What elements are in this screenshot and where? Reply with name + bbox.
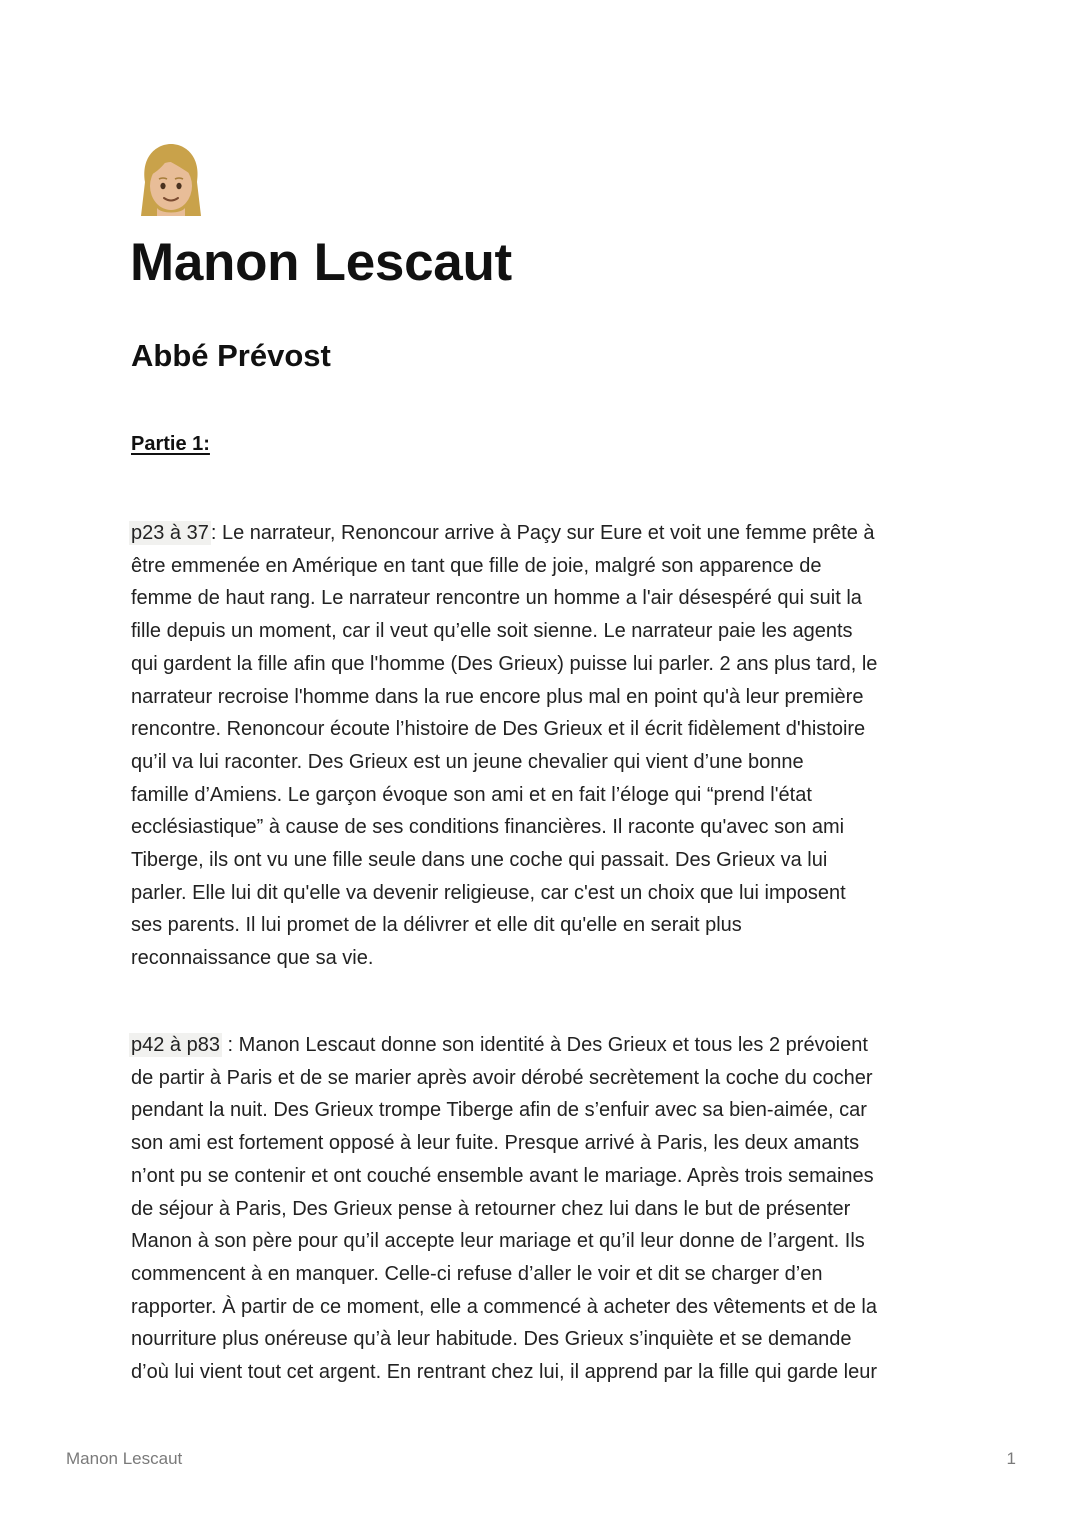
paragraph-line: Tiberge, ils ont vu une fille seule dans une coche qui passait. Des Grieux va lui [131,849,828,872]
paragraph-line: son ami est fortement opposé à leur fuite. Presque arrivé à Paris, les deux amants [131,1132,860,1155]
paragraph-line: rapporter. À partir de ce moment, elle a commencé à acheter des vêtements et de la [131,1295,877,1318]
document-author: Abbé Prévost [131,338,331,373]
paragraph-line: de partir à Paris et de se marier après avoir dérobé secrètement la coche du cocher [131,1066,873,1089]
paragraph-1 [131,517,961,975]
paragraph-line: fille depuis un moment, car il veut qu’elle soit sienne. Le narrateur paie les agents [131,620,853,643]
paragraph-line: p42 à p83 : Manon Lescaut donne son identité à Des Grieux et tous les 2 prévoient [131,1034,868,1056]
section-heading: Partie 1: [131,433,210,455]
paragraph-line: rencontre. Renoncour écoute l’histoire de Des Grieux et il écrit fidèlement d'histoire [131,718,866,741]
paragraph-line: ses parents. Il lui promet de la délivrer et elle dit qu'elle en serait plus [131,914,742,937]
footer-page-number: 1 [1006,1449,1016,1468]
paragraph-2 [131,1029,961,1389]
paragraph-line: nourriture plus onéreuse qu’à leur habitude. Des Grieux s’inquiète et se demande [131,1328,852,1351]
paragraph-line: qui gardent la fille afin que l'homme (Des Grieux) puisse lui parler. 2 ans plus tard, le [131,652,878,675]
paragraph-line: p23 à 37 : Le narrateur, Renoncour arrive à Paçy sur Eure et voit une femme prête à [131,522,875,544]
paragraph-line: reconnaissance que sa vie. [131,947,374,970]
paragraph-line: famille d’Amiens. Le garçon évoque son ami et en fait l’éloge qui “prend l'état [131,783,812,806]
paragraph-line: narrateur recroise l'homme dans la rue encore plus mal en point qu'à leur première [131,685,864,708]
page-reference: p23 à 37 [131,522,209,544]
paragraph-line: n’ont pu se contenir et ont couché ensemble avant le mariage. Après trois semaines [131,1164,874,1187]
paragraph-line: être emmenée en Amérique en tant que fille de joie, malgré son apparence de [131,554,822,577]
paragraph-line: qu’il va lui raconter. Des Grieux est un jeune chevalier qui vient d’une bonne [131,750,804,773]
document-title: Manon Lescaut [130,233,512,292]
paragraph-line: parler. Elle lui dit qu'elle va devenir religieuse, car c'est un choix que lui imposent [131,881,846,904]
paragraph-line: pendant la nuit. Des Grieux trompe Tiberge afin de s’enfuir avec sa bien-aimée, car [131,1099,867,1122]
paragraph-line: femme de haut rang. Le narrateur rencontre un homme a l'air désespéré qui suit la [131,587,862,610]
footer-document-title: Manon Lescaut [66,1449,183,1468]
paragraph-line: Manon à son père pour qu’il accepte leur mariage et qu’il leur donne de l’argent. Ils [131,1230,865,1253]
woman-emoji-icon [137,142,205,218]
page-reference: p42 à p83 [131,1034,220,1056]
paragraph-line: d’où lui vient tout cet argent. En rentrant chez lui, il apprend par la fille qui garde leur [131,1361,877,1384]
paragraph-line: de séjour à Paris, Des Grieux pense à retourner chez lui dans le but de présenter [131,1197,851,1220]
paragraph-line: commencent à en manquer. Celle-ci refuse d’aller le voir et dit se charger d’en [131,1262,823,1285]
paragraph-line: ecclésiastique” à cause de ses conditions financières. Il raconte qu'avec son ami [131,816,845,839]
